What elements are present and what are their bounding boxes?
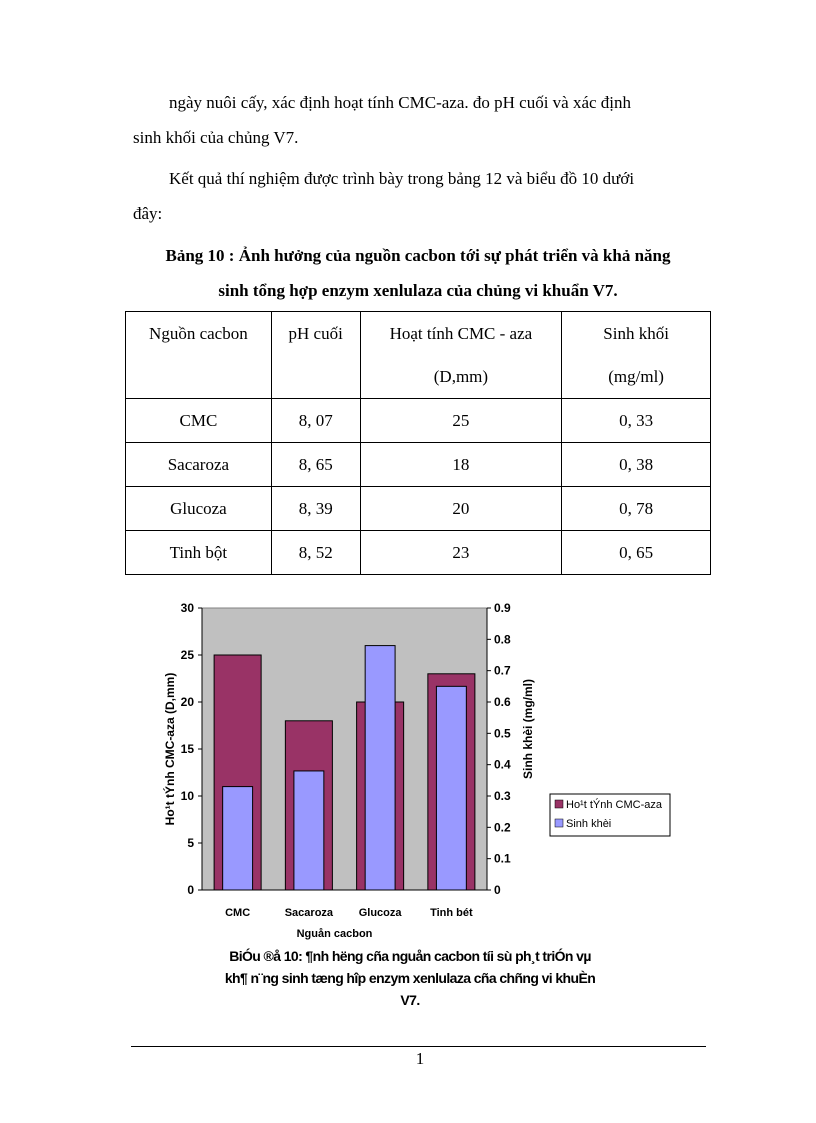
cell-final-ph: 8, 39 <box>271 487 360 531</box>
x-tick-label: CMC <box>225 907 251 919</box>
y-axis-left-label: Ho¹t tÝnh CMC-aza (D,mm) <box>163 672 177 826</box>
cell-carbon-source: Glucoza <box>126 487 272 531</box>
cell-cmc-activity: 18 <box>360 443 562 487</box>
x-tick-label: Sacaroza <box>284 907 334 919</box>
cell-biomass: 0, 78 <box>562 487 711 531</box>
y-right-tick-label: 0.5 <box>494 726 511 741</box>
y-right-tick-label: 0.3 <box>494 789 511 803</box>
cell-final-ph: 8, 65 <box>271 443 360 487</box>
legend-swatch-biomass <box>555 819 563 827</box>
bar-biomass-0 <box>223 787 253 890</box>
header-biomass: Sinh khối (mg/ml) <box>562 312 711 399</box>
carbon-source-table <box>125 311 711 575</box>
legend-swatch-cmc-activity <box>555 800 563 808</box>
header-carbon-source: Nguồn cacbon <box>126 312 272 399</box>
cell-carbon-source: Sacaroza <box>126 443 272 487</box>
header-final-ph: pH cuối <box>271 312 360 399</box>
figure-caption-line-2: kh¶ n¨ng sinh tæng hîp enzym xenlulaza cña chñng vi khuÈn <box>224 970 596 986</box>
paragraph-1-line-1: ngày nuôi cấy, xác định hoạt tính CMC-aza. đo pH cuối và xác định <box>169 93 632 112</box>
table-caption-line-1: Bảng 10 : Ảnh hưởng của nguồn cacbon tới sự phát triển và khả năng <box>165 246 671 265</box>
cell-final-ph: 8, 07 <box>271 399 360 443</box>
table-row <box>126 443 711 487</box>
table-row <box>126 531 711 575</box>
paragraph-2-line-1: Kết quả thí nghiệm được trình bày trong bảng 12 và biểu đồ 10 dưới <box>169 169 635 188</box>
bar-biomass-2 <box>365 646 395 890</box>
paragraph-1-line-2: sinh khối của chủng V7. <box>133 128 299 147</box>
figure-caption-line-3: V7. <box>400 992 420 1008</box>
carbon-source-chart <box>160 596 680 946</box>
y-right-tick-label: 0.8 <box>494 632 511 647</box>
legend-label-cmc-activity: Ho¹t tÝnh CMC-aza <box>566 799 662 811</box>
bar-biomass-1 <box>294 771 324 890</box>
y-axis-right-label: Sinh khèi (mg/ml) <box>521 678 535 780</box>
paragraph-1 <box>133 85 701 155</box>
y-left-tick-label: 20 <box>180 695 194 709</box>
y-left-tick-label: 0 <box>187 883 194 897</box>
cell-biomass: 0, 33 <box>562 399 711 443</box>
x-tick-label: Tinh bét <box>430 907 473 919</box>
table-caption <box>100 238 736 308</box>
legend-label-biomass: Sinh khèi <box>566 818 612 830</box>
y-right-tick-label: 0.4 <box>494 757 511 772</box>
y-right-tick-label: 0.6 <box>494 695 511 709</box>
x-tick-label: Glucoza <box>358 907 402 919</box>
cell-cmc-activity: 25 <box>360 399 562 443</box>
paragraph-2 <box>133 161 701 231</box>
y-right-tick-label: 0.2 <box>494 820 511 835</box>
y-left-tick-label: 5 <box>187 836 194 850</box>
cell-biomass: 0, 38 <box>562 443 711 487</box>
cell-cmc-activity: 20 <box>360 487 562 531</box>
footer-rule <box>131 1046 706 1047</box>
cell-biomass: 0, 65 <box>562 531 711 575</box>
y-right-tick-label: 0.9 <box>494 601 511 615</box>
y-left-tick-label: 30 <box>180 601 194 615</box>
y-right-tick-label: 0.7 <box>494 663 511 678</box>
y-left-tick-label: 25 <box>180 648 194 662</box>
x-axis-label: Nguån cacbon <box>296 928 373 940</box>
table-row <box>126 399 711 443</box>
y-left-tick-label: 15 <box>180 742 194 756</box>
table-caption-line-2: sinh tổng hợp enzym xenlulaza của chủng vi khuẩn V7. <box>218 281 618 300</box>
chart-legend <box>550 794 670 836</box>
header-cmc-activity: Hoạt tính CMC - aza (D,mm) <box>360 312 562 399</box>
figure-caption <box>160 945 660 1011</box>
table-header-row <box>126 312 711 399</box>
cell-carbon-source: CMC <box>126 399 272 443</box>
cell-cmc-activity: 23 <box>360 531 562 575</box>
cell-final-ph: 8, 52 <box>271 531 360 575</box>
figure-caption-line-1: BiÓu ®å 10: ¶nh hëng cña nguån cacbon tíi sù ph¸t triÓn vµ <box>229 948 591 964</box>
y-left-tick-label: 10 <box>180 789 194 803</box>
y-right-tick-label: 0.1 <box>494 851 511 866</box>
page-number: 1 <box>415 1049 425 1068</box>
paragraph-2-line-2: đây: <box>133 204 163 223</box>
bar-biomass-3 <box>436 686 466 890</box>
cell-carbon-source: Tinh bột <box>126 531 272 575</box>
y-right-tick-label: 0 <box>494 883 501 897</box>
table-row <box>126 487 711 531</box>
